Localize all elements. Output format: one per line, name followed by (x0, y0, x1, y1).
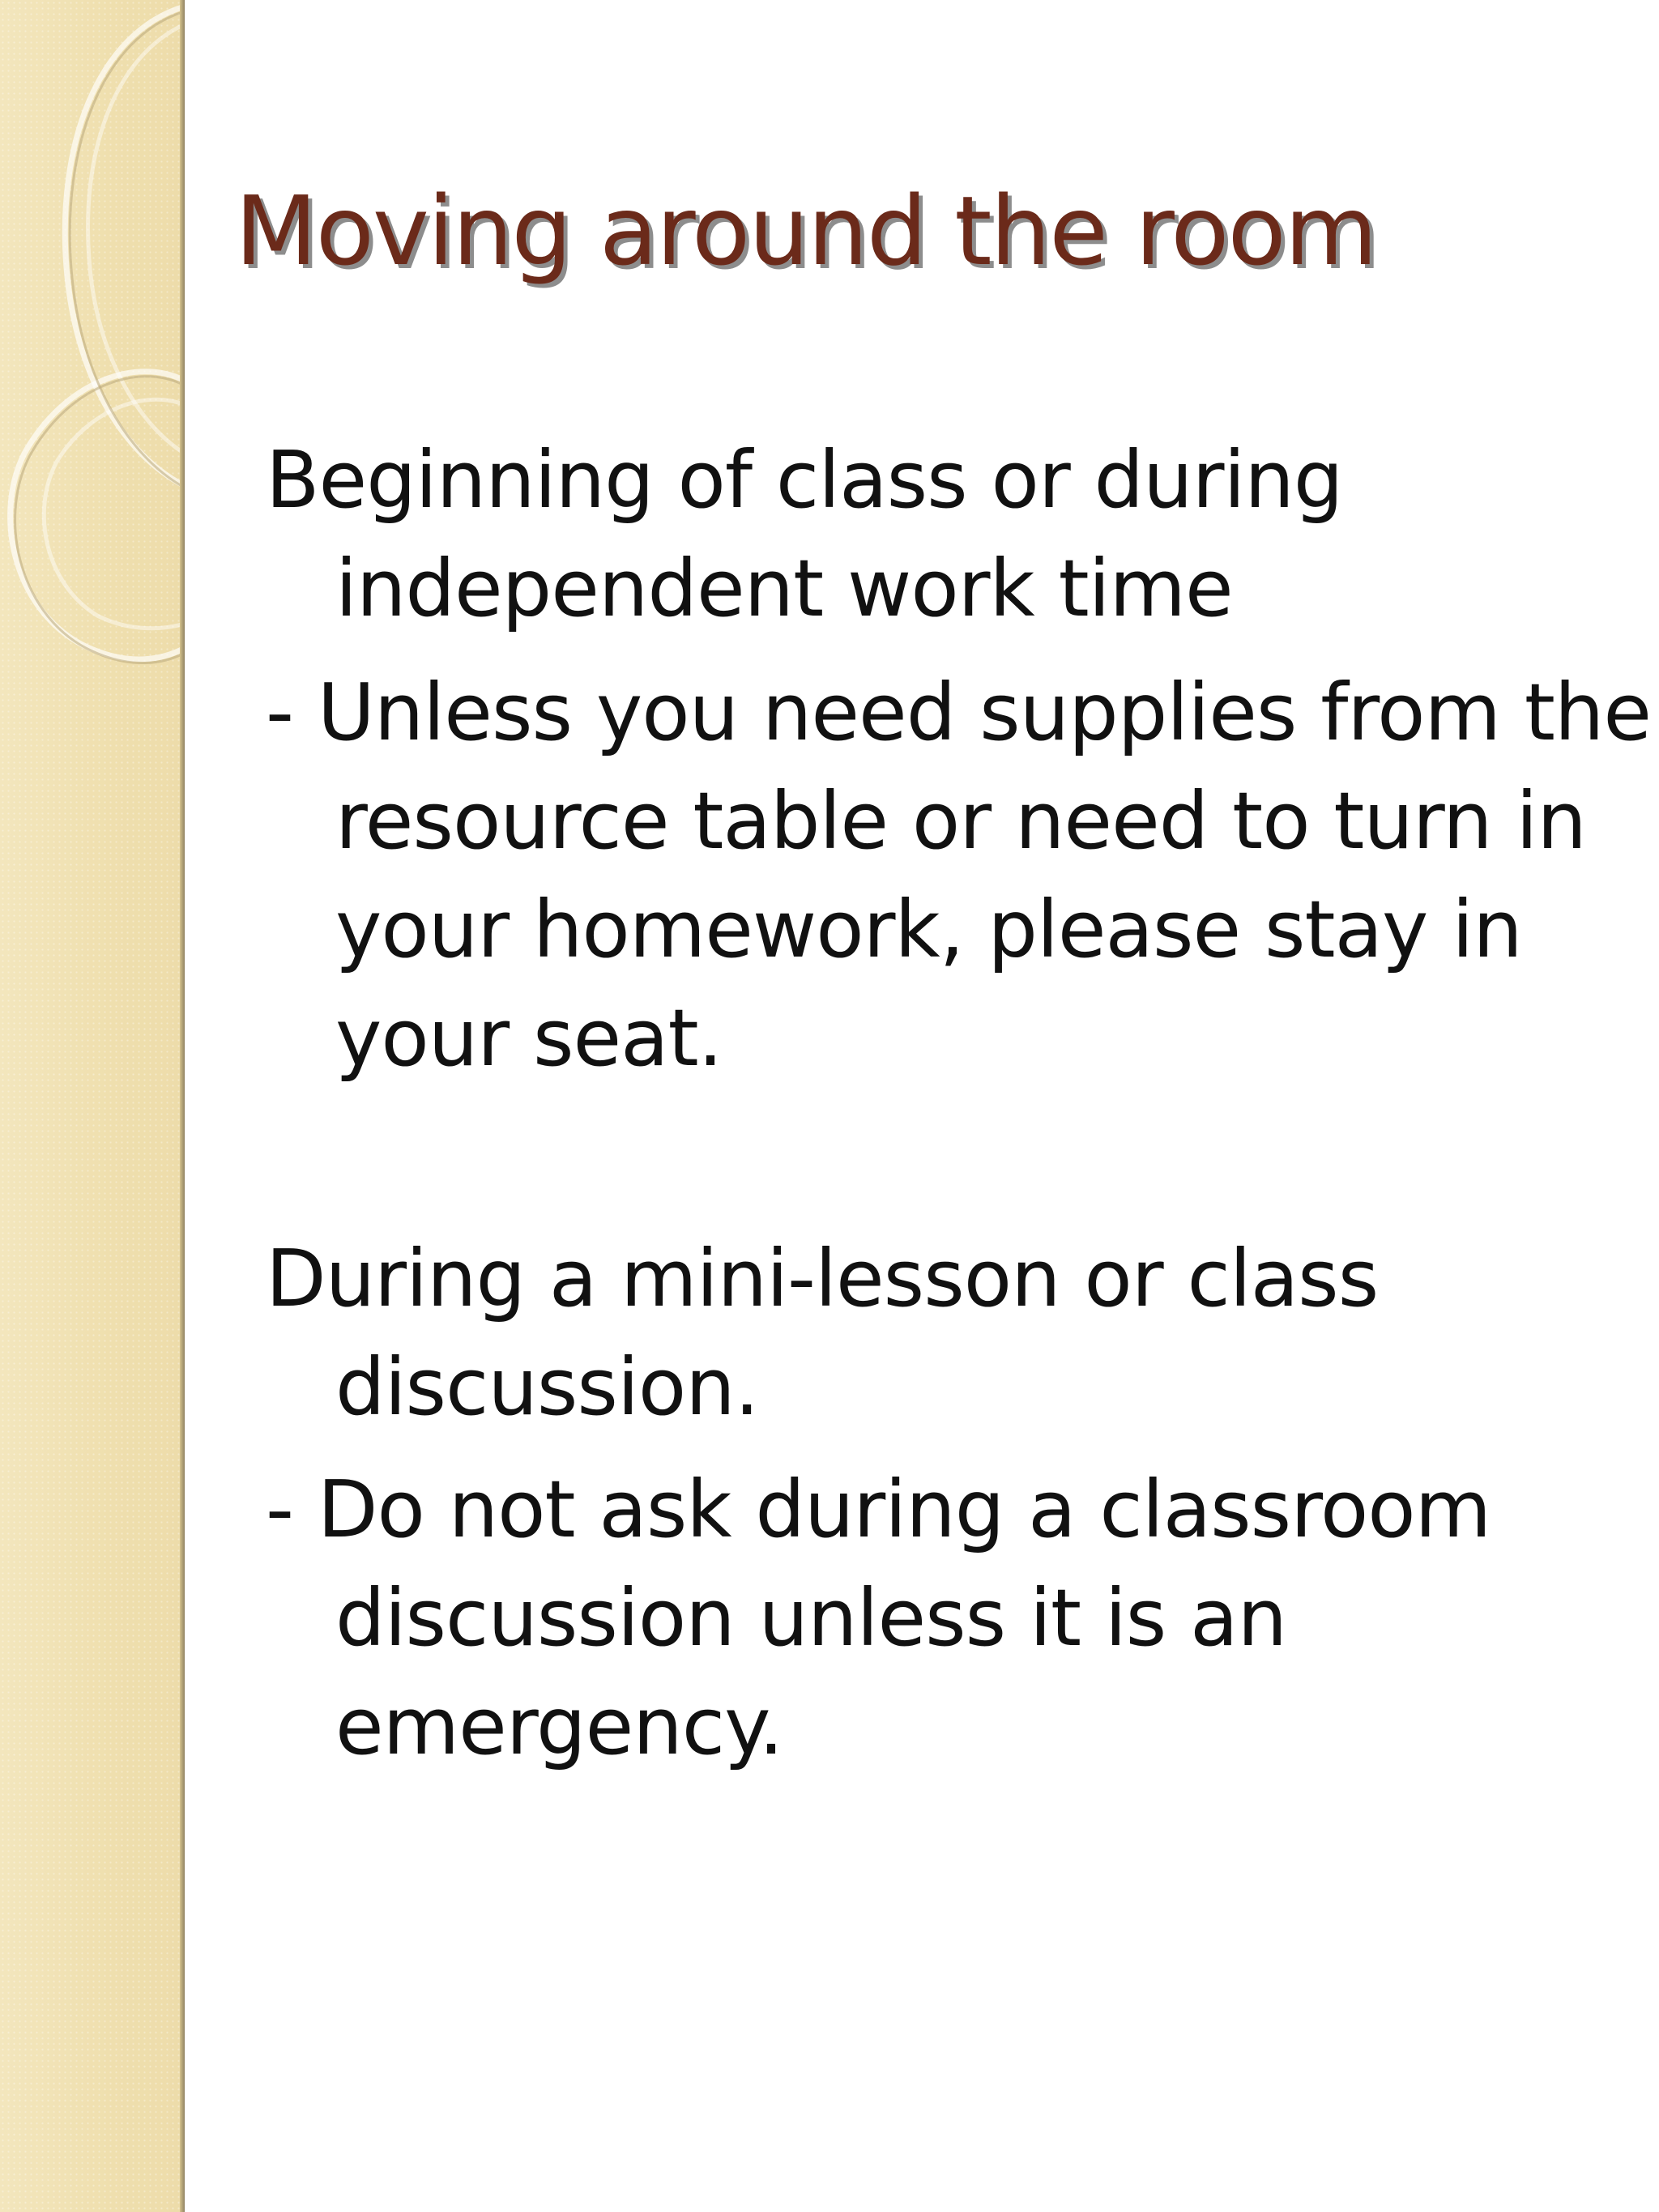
swirl-ornament-icon (0, 0, 185, 729)
paragraph-do-not-ask: - Do not ask during a classroom discussion unless it is an emergency. (266, 1464, 1491, 1772)
sidebar-divider (180, 0, 185, 2212)
paragraph-mini-lesson: During a mini-lesson or class discussion. (266, 1233, 1379, 1433)
slide-title: Moving around the room (235, 175, 1376, 287)
paragraph-stay-in-seat: - Unless you need supplies from the resource table or need to turn in your homework, please stay in your seat. (266, 667, 1652, 1084)
decorative-sidebar (0, 0, 183, 2212)
paragraph-beginning-of-class: Beginning of class or during independent work time (266, 434, 1343, 634)
